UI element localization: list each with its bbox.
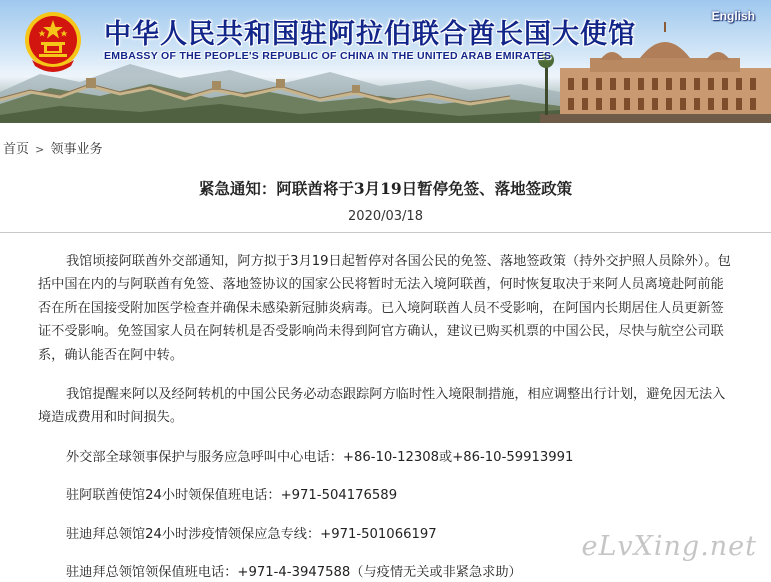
- title-divider: [0, 232, 771, 233]
- breadcrumb-home-link[interactable]: 首页: [3, 142, 30, 157]
- embassy-title-english: EMBASSY OF THE PEOPLE'S REPUBLIC OF CHINA IN THE UNITED ARAB EMIRATES: [104, 50, 552, 62]
- site-watermark: eLvXing.net: [581, 531, 757, 562]
- contact-line: 驻阿联酋使馆24小时领保值班电话：+971-504176589: [66, 488, 398, 504]
- breadcrumb-separator: >: [35, 143, 45, 156]
- breadcrumb: [3, 138, 103, 157]
- article-date: 2020/03/18: [348, 209, 423, 224]
- header-banner: [0, 0, 771, 123]
- article-title: 紧急通知：阿联酋将于3月19日暂停免签、落地签政策: [198, 179, 573, 198]
- contact-line: 驻迪拜总领馆24小时涉疫情领保应急专线：+971-501066197: [66, 526, 437, 542]
- contact-line: 驻迪拜总领馆领保值班电话：+971-4-3947588（与疫情无关或非紧急求助）: [66, 565, 522, 581]
- english-language-link[interactable]: English: [711, 9, 755, 23]
- embassy-title-chinese: 中华人民共和国驻阿拉伯联合酋长国大使馆: [104, 19, 636, 50]
- contact-line: 外交部全球领事保护与服务应急呼叫中心电话：+86-10-12308或+86-10-59913991: [66, 449, 574, 465]
- breadcrumb-consular-link[interactable]: 领事业务: [50, 142, 103, 157]
- article-paragraph: 我馆顷接阿联酋外交部通知，阿方拟于3月19日起暂停对各国公民的免签、落地签政策（持外交护照人员除外）。包括中国在内的与阿联酋有免签、落地签协议的国家公民将暂时无法入境阿联酋，何时恢复取决于来阿人员离境赴阿前能否在所在国接受附加医学检查并确保未感染新冠肺炎病毒。已入境阿联酋人员不受影响，在阿国内长期居住人员更新签证不受影响。免签国家人员在阿转机是否受影响尚未得到阿官方确认，建议已购买机票的中国公民，尽快与航空公司联系，确认能否在阿中转。: [38, 254, 731, 363]
- national-emblem-icon: [22, 8, 84, 76]
- article-paragraph: 我馆提醒来阿以及经阿转机的中国公民务必动态跟踪阿方临时性入境限制措施，相应调整出行计划，避免因无法入境造成费用和时间损失。: [38, 387, 726, 426]
